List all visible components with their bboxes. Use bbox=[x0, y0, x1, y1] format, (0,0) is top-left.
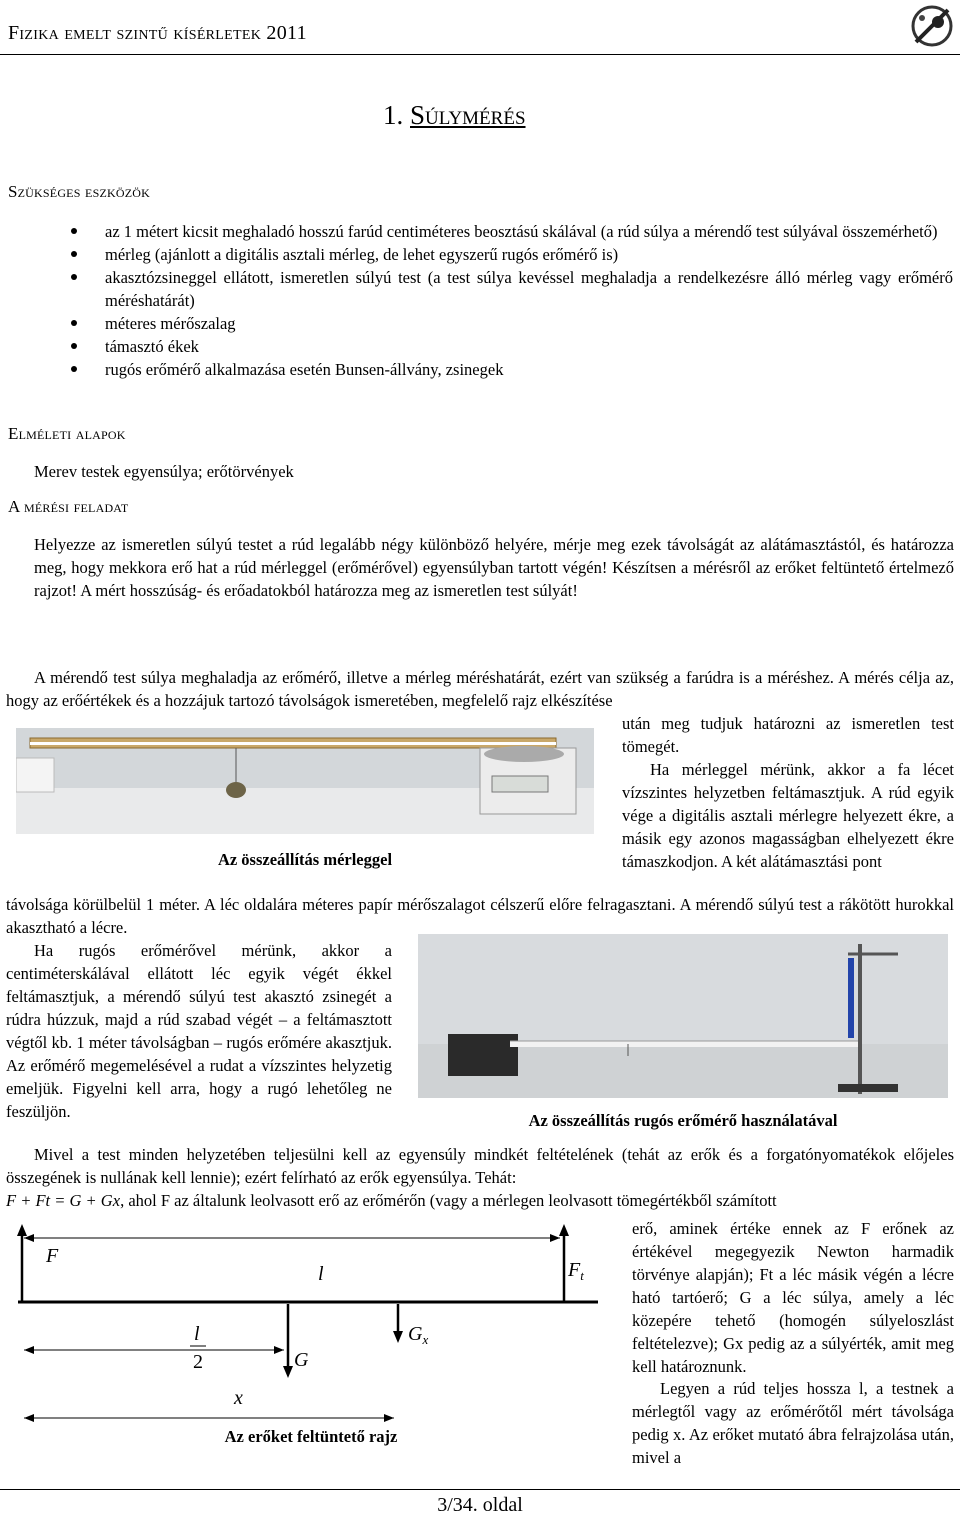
page-number: 3/34. oldal bbox=[437, 1494, 523, 1516]
tools-list bbox=[105, 220, 953, 381]
list-item: méteres mérőszalag bbox=[105, 312, 953, 335]
page-title: 1. Súlymérés bbox=[383, 100, 526, 130]
label-l: l bbox=[318, 1263, 324, 1285]
label-l-half-num: l bbox=[194, 1323, 200, 1345]
tools-heading: Szükséges eszközök bbox=[8, 182, 150, 201]
label-F: F bbox=[46, 1245, 59, 1267]
equation-line bbox=[6, 1189, 954, 1212]
figure-caption: Az erőket feltüntető rajz bbox=[224, 1427, 398, 1446]
paragraph-2-right: Ha mérleggel mérünk, akkor a fa lécet vízszintes helyzetben feltámasztjuk. A rúd egyik vége a digitális asztali mérlegre helyezett ékre, a másik egy azonos magasságban elhelyezett ékre támaszkodjon. A két alátámasztási pont bbox=[622, 760, 954, 871]
setup-scale-photo bbox=[16, 728, 594, 834]
label-G: G bbox=[294, 1349, 309, 1371]
paragraph-5: erő, aminek értéke ennek az F erőnek az értékével megegyezik Newton harmadik törvénye alapján); Ft a léc másik végén a lécre ható tartóerő; G a léc súlya, amely a léc közepére tehető (homogén súlyeloszlást feltételezve); Gx pedig az a súlyérték, amit meg kell határoznunk. bbox=[632, 1219, 954, 1376]
label-Ft: $F_t$ bbox=[568, 1259, 584, 1283]
equation-tail: , ahol F az általunk leolvasott erő az erőmérőn (vagy a mérlegen leolvasott tömegértékből számított bbox=[120, 1191, 777, 1210]
task-heading: A mérési feladat bbox=[8, 497, 129, 516]
header-title: Fizika emelt szintű kísérletek 2011 bbox=[8, 22, 307, 44]
paragraph-6: Legyen a rúd teljes hossza l, a testnek a mérlegtől vagy az erőmérőtől mért távolsága pedig x. Az erőket mutató ábra felrajzolása után, mivel a bbox=[632, 1379, 954, 1467]
figure-caption: Az összeállítás mérleggel bbox=[217, 850, 393, 869]
theory-heading: Elméleti alapok bbox=[8, 424, 126, 443]
setup-spring-scale-photo bbox=[418, 934, 948, 1098]
figure-caption: Az összeállítás rugós erőmérő használatával bbox=[528, 1111, 838, 1130]
list-item: mérleg (ajánlott a digitális asztali mérleg, de lehet egyszerű rugós erőmérő is) bbox=[105, 243, 953, 266]
task-text: Helyezze az ismeretlen súlyú testet a rúd legalább négy különböző helyére, mérje meg ezek távolságát az alátámasztástól, és határozza meg, hogy mekkora erő hat a rúd mérleggel (erőmérővel) egyensúlyban tartott végén! Készítsen a mérésről az erőket feltüntető értelmező rajzot! A mért hosszúság- és erőadatokból határozza meg az ismeretlen test súlyát! bbox=[34, 535, 954, 600]
list-item: rugós erőmérő alkalmazása esetén Bunsen-állvány, zsinegek bbox=[105, 358, 953, 381]
footer-rule bbox=[0, 1489, 960, 1490]
label-Gx: $G_x$ bbox=[408, 1323, 429, 1347]
list-item: támasztó ékek bbox=[105, 335, 953, 358]
header-rule bbox=[0, 54, 960, 55]
paragraph-4: Mivel a test minden helyzetében teljesülni kell az egyensúly mindkét feltételének (tehát az erők és a forgatónyomatékok előjeles összegének is nullának kell lennie); ezért felírható az erők egyensúlya. Tehát: bbox=[6, 1145, 954, 1187]
equation: F + Ft = G + Gx bbox=[6, 1191, 121, 1210]
theory-text: Merev testek egyensúlya; erőtörvények bbox=[34, 462, 294, 481]
force-diagram bbox=[8, 1222, 608, 1462]
paragraph-1: A mérendő test súlya meghaladja az erőmérő, illetve a mérleg méréshatárát, ezért van szükség a farúdra is a méréshez. A mérés célja az, hogy az erőértékek és a hozzájuk tartozó távolságok ismeretében, megfelelő rajz elkészítése bbox=[6, 668, 954, 710]
label-l-half-den: 2 bbox=[193, 1351, 203, 1373]
label-x: x bbox=[234, 1387, 243, 1409]
paragraph-3: Ha rugós erőmérővel mérünk, akkor a centiméterskálával ellátott léc egyik végét ékkel feltámasztjuk, a mérendő súlyú test akasztó zsinegét a rúdra húzzuk, majd a rúd szabad végét – a feltámasztott végtől kb. 1 méter távolságban – rugós erőmére akasztjuk. Az erőmérő megemelésével a rudat a vízszintes helyzetig emeljük. Figyelni kell arra, hogy a rugó lehetőleg ne feszüljön. bbox=[6, 941, 392, 1121]
list-item: akasztózsineggel ellátott, ismeretlen súlyú test (a test súlya kevéssel meghaladja a rendelkezésre álló mérleg vagy erőmérő méréshatárát) bbox=[105, 268, 953, 310]
list-item: az 1 métert kicsit meghaladó hosszú farúd centiméteres beosztású skálával (a rúd súlya a mérendő test súlyával összemérhető) bbox=[105, 220, 953, 243]
paragraph-2-full: távolsága körülbelül 1 méter. A léc oldalára méteres papír mérőszalagot célszerű előre felragasztani. A mérendő súlyú test a rákötött hurokkal akasztható a lécre. bbox=[6, 895, 954, 937]
paragraph-1-continued: után meg tudjuk határozni az ismeretlen test tömegét. bbox=[622, 714, 954, 756]
publisher-logo-icon bbox=[910, 4, 954, 48]
